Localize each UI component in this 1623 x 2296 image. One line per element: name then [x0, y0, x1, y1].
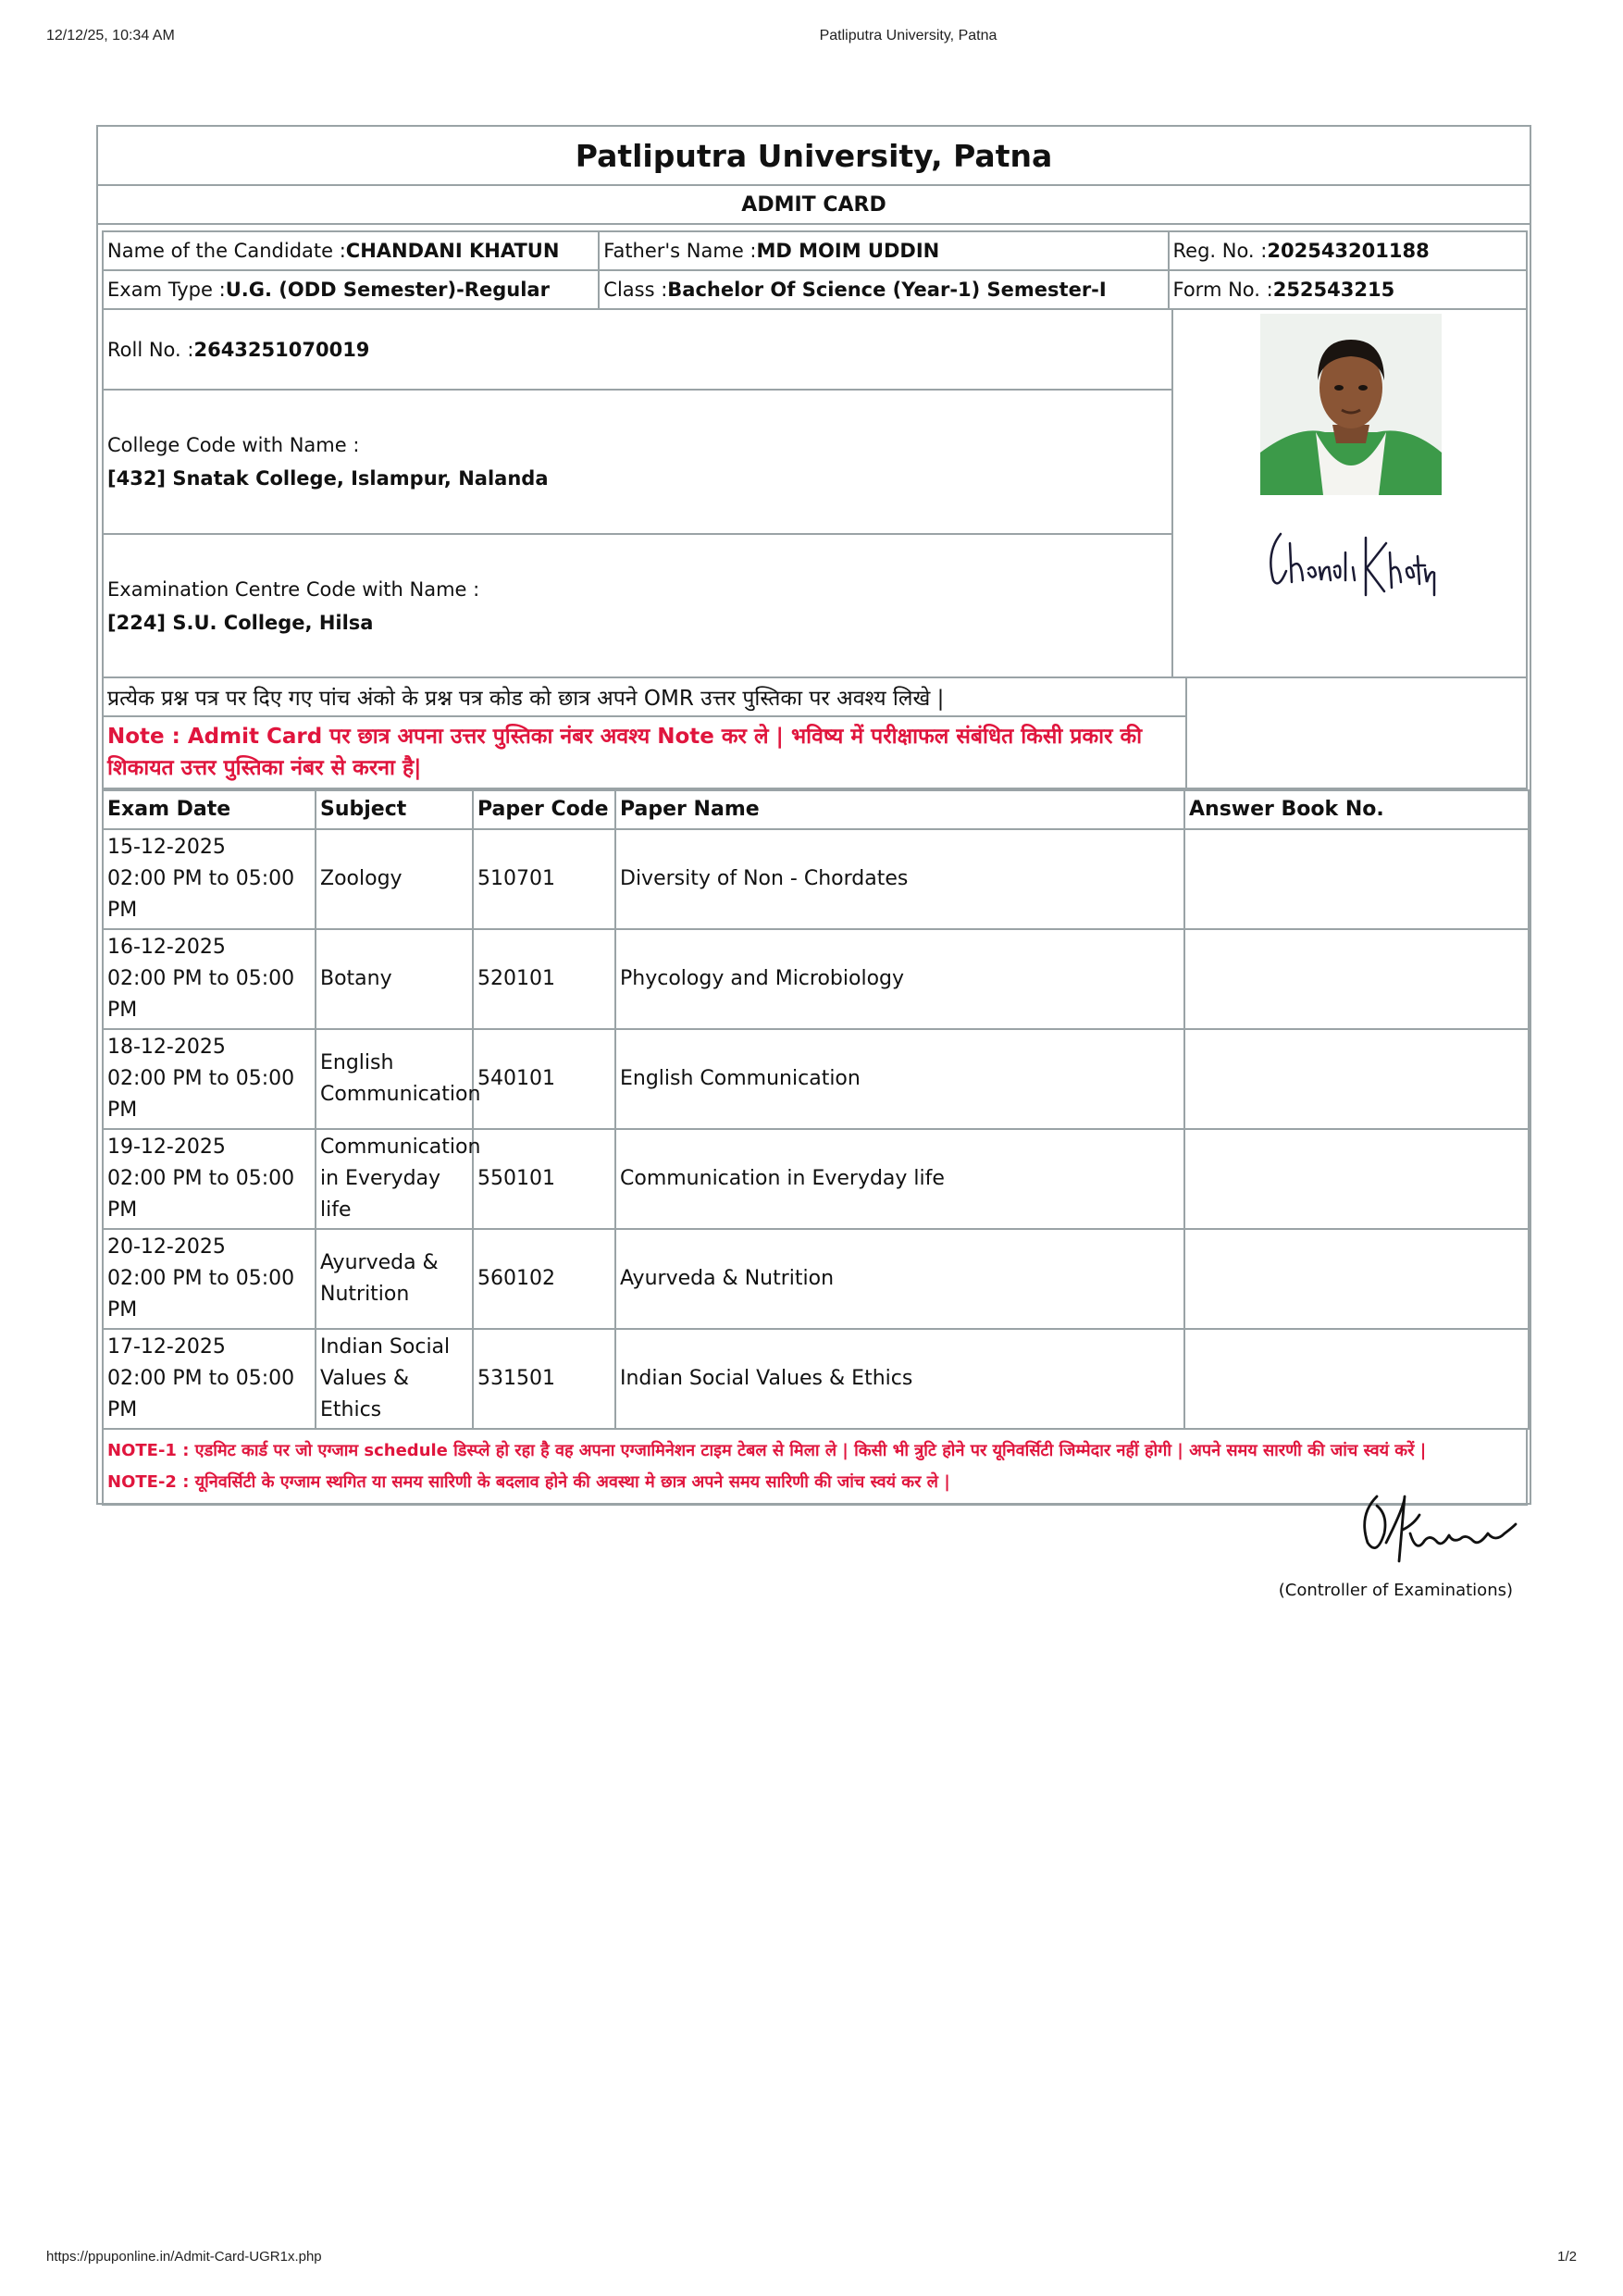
exam-date-cell: [103, 1029, 316, 1129]
exam-date: 20-12-2025: [107, 1235, 226, 1259]
exam-date-cell: [103, 829, 316, 929]
answer-book-no: [1184, 1029, 1529, 1129]
subject-cell: [316, 929, 473, 1029]
table-row: [103, 1329, 1529, 1429]
photo-signature-box: [1173, 310, 1529, 678]
header-paper-name: Paper Name: [615, 790, 1184, 829]
omr-instruction: प्रत्येक प्रश्न पत्र पर दिए गए पांच अंको के प्रश्न पत्र कोड को छात्र अपने OMR उत्तर पुस्तिका पर अवश्य लिखे |: [104, 678, 1185, 717]
reg-value: 202543201188: [1267, 240, 1430, 262]
class-label: Class :: [603, 279, 668, 301]
header-subject: Subject: [316, 790, 473, 829]
paper-code: 540101: [473, 1029, 615, 1129]
exam-time: 02:00 PM to 05:00 PM: [107, 1267, 295, 1322]
paper-name: English Communication: [615, 1029, 1184, 1129]
class: [600, 271, 1169, 310]
college-block: [104, 391, 1171, 535]
paper-code: 510701: [473, 829, 615, 929]
details-grid: [102, 230, 1528, 1506]
admit-card-note: Note : Admit Card पर छात्र अपना उत्तर पुस्तिका नंबर अवश्य Note कर ले | भविष्य में परीक्षाफल संबंधित किसी प्रकार की शिकायत उत्तर पुस्तिका नंबर से करना है|: [107, 725, 1143, 780]
exam-date-cell: [103, 1329, 316, 1429]
paper-name: Communication in Everyday life: [615, 1129, 1184, 1229]
subject-line-1: Indian Social: [320, 1335, 451, 1359]
print-datetime: 12/12/25, 10:34 AM: [46, 28, 175, 43]
page-number: 1/2: [1557, 2249, 1577, 2265]
exam-date: 16-12-2025: [107, 936, 226, 959]
father-name: [600, 232, 1169, 271]
paper-code: 520101: [473, 929, 615, 1029]
exam-date: 18-12-2025: [107, 1036, 226, 1059]
exam-type-value: U.G. (ODD Semester)-Regular: [225, 279, 550, 301]
subject-line-1: Communication: [320, 1136, 481, 1159]
answer-book-no: [1184, 929, 1529, 1029]
answer-book-no: [1184, 1229, 1529, 1329]
answer-book-no: [1184, 829, 1529, 929]
class-value: Bachelor Of Science (Year-1) Semester-I: [667, 279, 1107, 301]
subject-cell: [316, 1329, 473, 1429]
centre-label: Examination Centre Code with Name :: [107, 577, 480, 601]
exam-type-label: Exam Type :: [107, 279, 226, 301]
form-label: Form No. :: [1172, 279, 1273, 301]
table-row: [103, 1129, 1529, 1229]
header-paper-code: Paper Code: [473, 790, 615, 829]
subject-line-1: Botany: [320, 967, 392, 990]
table-row: [103, 829, 1529, 929]
exam-date-cell: [103, 929, 316, 1029]
paper-name: Diversity of Non - Chordates: [615, 829, 1184, 929]
subject-line-2: Nutrition: [320, 1283, 410, 1306]
answer-book-no: [1184, 1329, 1529, 1429]
exam-date: 15-12-2025: [107, 836, 226, 859]
exam-time: 02:00 PM to 05:00 PM: [107, 867, 295, 922]
header-exam-date: Exam Date: [103, 790, 316, 829]
print-page-title: Patliputra University, Patna: [819, 28, 997, 43]
centre-block: [104, 535, 1171, 678]
exam-date: 19-12-2025: [107, 1136, 226, 1159]
controller-label: (Controller of Examinations): [1278, 1581, 1513, 1600]
exam-schedule-table: [102, 789, 1530, 1430]
candidate-photo: [1260, 314, 1442, 495]
college-label: College Code with Name :: [107, 434, 360, 456]
paper-code: 560102: [473, 1229, 615, 1329]
subject-line-2: Communication: [320, 1083, 481, 1106]
admit-card: [96, 125, 1531, 1600]
father-value: MD MOIM UDDIN: [756, 240, 940, 262]
subject-cell: [316, 1229, 473, 1329]
roll-label: Roll No. :: [107, 338, 194, 361]
roll-value: 2643251070019: [193, 338, 370, 361]
form-no: [1170, 271, 1529, 310]
subject-line-1: English: [320, 1051, 394, 1074]
admit-card-title: ADMIT CARD: [98, 186, 1530, 225]
notes-blank-cell: [1187, 678, 1528, 789]
college-value: [432] Snatak College, Islampur, Nalanda: [107, 467, 549, 490]
table-row: [103, 1229, 1529, 1329]
reg-no: [1170, 232, 1529, 271]
candidate-label: Name of the Candidate :: [107, 240, 346, 262]
exam-date-cell: [103, 1229, 316, 1329]
page-url: https://ppuponline.in/Admit-Card-UGR1x.php: [46, 2249, 322, 2265]
exam-time: 02:00 PM to 05:00 PM: [107, 1067, 295, 1122]
reg-label: Reg. No. :: [1172, 240, 1268, 262]
father-label: Father's Name :: [603, 240, 757, 262]
table-row: [103, 1029, 1529, 1129]
candidate-name: [104, 232, 600, 271]
candidate-signature-icon: [1262, 515, 1438, 617]
footnotes: [102, 1430, 1528, 1506]
roll-no: [104, 310, 1171, 391]
subject-line-1: Zoology: [320, 867, 403, 890]
exam-time: 02:00 PM to 05:00 PM: [107, 1367, 295, 1421]
paper-name: Ayurveda & Nutrition: [615, 1229, 1184, 1329]
exam-date: 17-12-2025: [107, 1335, 226, 1359]
subject-line-1: Ayurveda &: [320, 1251, 439, 1274]
note-2: NOTE-2 : यूनिवर्सिटी के एग्जाम स्थगित या समय सारिणी के बदलाव होने की अवस्था मे छात्र अपने समय सारिणी की जांच स्वयं कर ले |: [107, 1472, 950, 1492]
answer-book-no: [1184, 1129, 1529, 1229]
exam-date-cell: [103, 1129, 316, 1229]
exam-time: 02:00 PM to 05:00 PM: [107, 1167, 295, 1222]
table-row: [103, 929, 1529, 1029]
subject-cell: [316, 1129, 481, 1229]
note-1: NOTE-1 : एडमिट कार्ड पर जो एग्जाम schedule डिस्प्ले हो रहा है वह अपना एग्जामिनेशन टाइम टेबल से मिला ले | किसी भी त्रुटि होने पर यूनिवर्सिटी जिम्मेदार नहीं होगी | अपने समय सारणी की जांच स्वयं करें |: [107, 1441, 1427, 1460]
paper-code: 531501: [473, 1329, 615, 1429]
exam-type: [104, 271, 600, 310]
candidate-value: CHANDANI KHATUN: [345, 240, 560, 262]
form-value: 252543215: [1272, 279, 1395, 301]
controller-signature-icon: [1349, 1487, 1525, 1570]
paper-name: Phycology and Microbiology: [615, 929, 1184, 1029]
subject-line-2: Values & Ethics: [320, 1367, 410, 1421]
header-answer-book: Answer Book No.: [1184, 790, 1529, 829]
exam-time: 02:00 PM to 05:00 PM: [107, 967, 295, 1022]
table-header-row: [103, 790, 1529, 829]
paper-code: 550101: [473, 1129, 615, 1229]
centre-value: [224] S.U. College, Hilsa: [107, 611, 374, 634]
subject-line-2: in Everyday life: [320, 1167, 441, 1222]
person-photo-icon: [1260, 314, 1442, 495]
university-name: Patliputra University, Patna: [98, 127, 1530, 186]
subject-cell: [316, 829, 473, 929]
paper-name: Indian Social Values & Ethics: [615, 1329, 1184, 1429]
subject-cell: [316, 1029, 481, 1129]
